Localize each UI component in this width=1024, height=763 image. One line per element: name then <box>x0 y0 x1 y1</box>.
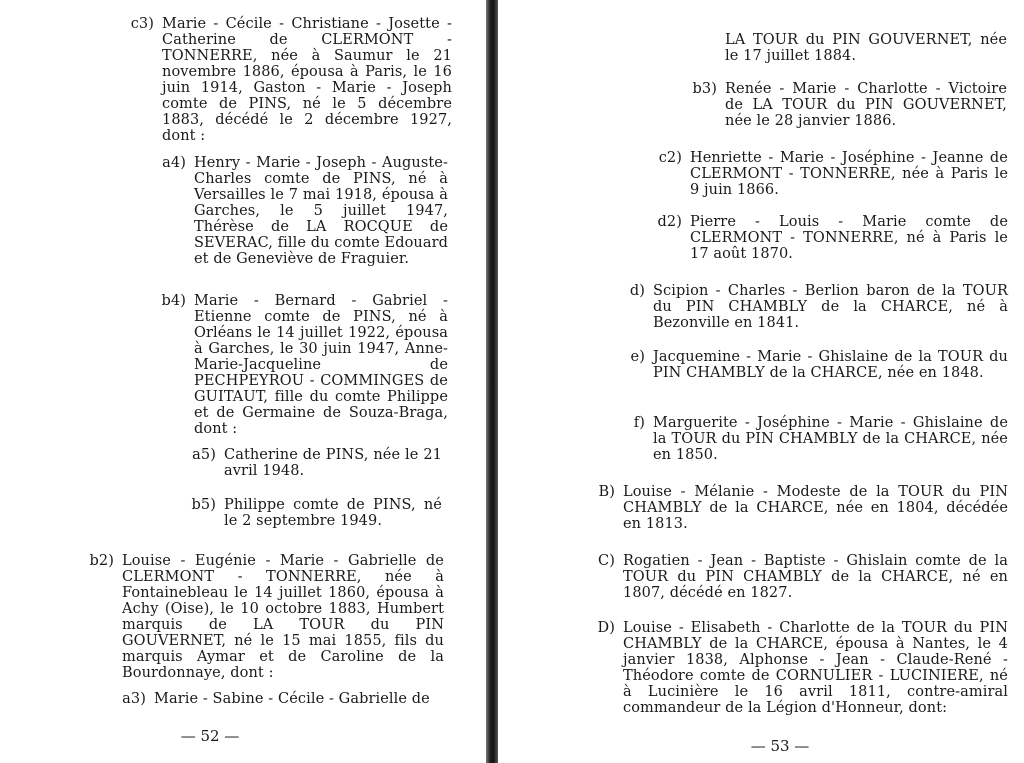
genealogy-entry <box>130 16 452 144</box>
entry-marker: c2) <box>658 150 682 166</box>
right-page <box>498 0 1024 763</box>
entry-marker: a5) <box>192 447 216 463</box>
entry-marker: C) <box>598 553 615 569</box>
genealogy-entry <box>122 691 444 707</box>
genealogy-entry <box>597 620 1008 716</box>
entry-text: Louise - Mélanie - Modeste de la TOUR du PIN CHAMBLY de la CHARCE, née en 1804, décédée en 1813. <box>623 484 1008 532</box>
entry-marker: b4) <box>161 293 186 309</box>
entry-marker: c3) <box>130 16 154 32</box>
entry-text: Scipion - Charles - Berlion baron de la TOUR du PIN CHAMBLY de la CHARCE, né à Bezonville en 1841. <box>653 283 1008 331</box>
entry-marker: B) <box>598 484 615 500</box>
genealogy-entry <box>192 447 442 479</box>
entry-text: Renée - Marie - Charlotte - Victoire de LA TOUR du PIN GOUVERNET, née le 28 janvier 1886. <box>725 81 1007 129</box>
genealogy-entry <box>89 553 444 681</box>
genealogy-entry <box>692 81 1007 129</box>
genealogy-entry <box>658 150 1008 198</box>
genealogy-entry <box>191 497 442 529</box>
entry-marker: d2) <box>657 214 682 230</box>
entry-marker: b5) <box>191 497 216 513</box>
genealogy-entry <box>725 32 1007 64</box>
entry-text: Philippe comte de PINS, né le 2 septembre 1949. <box>224 497 442 529</box>
genealogy-entry <box>633 415 1008 463</box>
entry-text: Henriette - Marie - Joséphine - Jeanne de CLERMONT - TONNERRE, née à Paris le 9 juin 1866. <box>690 150 1008 198</box>
left-page <box>0 0 488 763</box>
entry-marker: D) <box>597 620 615 636</box>
entry-text: LA TOUR du PIN GOUVERNET, née le 17 juillet 1884. <box>725 32 1007 64</box>
page-number: — 52 — <box>180 727 240 745</box>
entry-text: Marguerite - Joséphine - Marie - Ghislaine de la TOUR du PIN CHAMBLY de la CHARCE, née en 1850. <box>653 415 1008 463</box>
entry-text: Catherine de PINS, née le 21 avril 1948. <box>224 447 442 479</box>
entry-text: Rogatien - Jean - Baptiste - Ghislain comte de la TOUR du PIN CHAMBLY de la CHARCE, né en 1807, décédé en 1827. <box>623 553 1008 601</box>
entry-marker: f) <box>633 415 645 431</box>
genealogy-entry <box>630 349 1008 381</box>
entry-text: Marie - Bernard - Gabriel - Etienne comte de PINS, né à Orléans le 14 juillet 1922, épousa à Garches, le 30 juin 1947, Anne-Marie-Jacqueline de PECHPEYROU - COMMINGES de GUITAUT, fille du comte Philippe et de Germaine de Souza-Braga, dont : <box>194 293 448 437</box>
entry-marker: d) <box>629 283 645 299</box>
entry-text: Henry - Marie - Joseph - Auguste-Charles comte de PINS, né à Versailles le 7 mai 1918, épousa à Garches, le 5 juillet 1947, Thérèse de LA ROCQUE de SEVERAC, fille du comte Edouard et de Geneviève de Fraguier. <box>194 155 448 267</box>
entry-marker: b2) <box>89 553 114 569</box>
entry-text: Jacquemine - Marie - Ghislaine de la TOUR du PIN CHAMBLY de la CHARCE, née en 1848. <box>653 349 1008 381</box>
genealogy-entry <box>629 283 1008 331</box>
genealogy-entry <box>598 484 1008 532</box>
genealogy-entry <box>162 155 448 267</box>
entry-text: Marie - Cécile - Christiane - Josette - Catherine de CLERMONT - TONNERRE, née à Saumur le 21 novembre 1886, épousa à Paris, le 16 juin 1914, Gaston - Marie - Joseph comte de PINS, né le 5 décembre 1883, décédé le 2 décembre 1927, dont : <box>162 16 452 144</box>
entry-text: Louise - Eugénie - Marie - Gabrielle de CLERMONT - TONNERRE, née à Fontainebleau le 14 juillet 1860, épousa à Achy (Oise), le 10 octobre 1883, Humbert marquis de LA TOUR du PIN GOUVERNET, né le 15 mai 1855, fils du marquis Aymar et de Caroline de la Bourdonnaye, dont : <box>122 553 444 681</box>
genealogy-entry <box>161 293 448 437</box>
entry-marker: a4) <box>162 155 186 171</box>
entry-text: Marie - Sabine - Cécile - Gabrielle de <box>154 691 430 707</box>
entry-marker: a3) <box>122 691 146 707</box>
entry-marker: e) <box>630 349 645 365</box>
entry-marker: b3) <box>692 81 717 97</box>
entry-text: Pierre - Louis - Marie comte de CLERMONT - TONNERRE, né à Paris le 17 août 1870. <box>690 214 1008 262</box>
entry-text: Louise - Elisabeth - Charlotte de la TOUR du PIN CHAMBLY de la CHARCE, épousa à Nantes, le 4 janvier 1838, Alphonse - Jean - Claude-René - Théodore comte de CORNULIER - LUCINIERE, né à Lucinière le 16 avril 1811, contre-amiral commandeur de la Légion d'Honneur, dont: <box>623 620 1008 716</box>
page-number: — 53 — <box>750 737 810 755</box>
genealogy-entry <box>657 214 1008 262</box>
genealogy-entry <box>598 553 1008 601</box>
book-gutter <box>486 0 498 763</box>
